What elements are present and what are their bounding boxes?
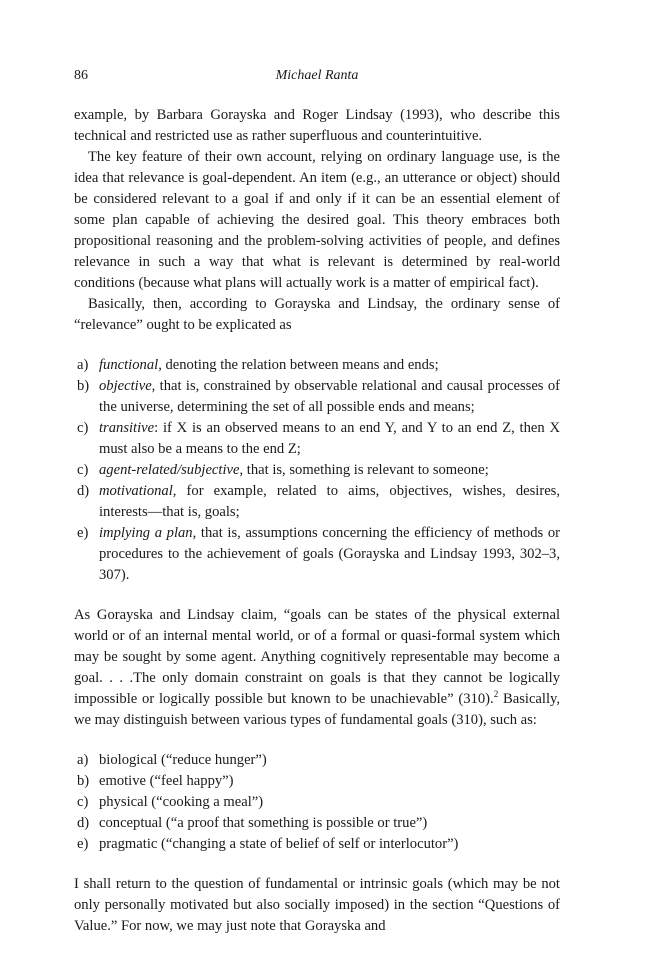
list-text: , for example, related to aims, objectives, wishes, desires, interests—that is, goals; xyxy=(99,483,560,520)
page-body xyxy=(74,105,560,937)
list-item xyxy=(74,481,560,523)
list-marker: b) xyxy=(77,773,90,789)
list-text: , that is, assumptions concerning the efficiency of methods or procedures to the achievement of goals (Gorayska and Lindsay 1993, 302–3, 307). xyxy=(99,525,560,583)
list-item xyxy=(74,750,560,771)
footnote-marker: 2 xyxy=(493,689,499,700)
list-text: , that is, constrained by observable relational and causal processes of the universe, determining the set of all possible ends and means; xyxy=(99,378,560,415)
list-marker: a) xyxy=(77,752,89,768)
list-term: motivational xyxy=(99,483,173,499)
list-text: : if X is an observed means to an end Y, and Y to an end Z, then X must also be a means to the end Z; xyxy=(99,420,560,457)
list-marker: e) xyxy=(77,525,89,541)
list-marker: b) xyxy=(77,378,90,394)
list-text: biological (“reduce hunger”) xyxy=(99,752,267,768)
list-item xyxy=(74,523,560,586)
list-term: agent-related/subjective xyxy=(99,462,240,478)
list-term: objective xyxy=(99,378,152,394)
list-text: conceptual (“a proof that something is possible or true”) xyxy=(99,815,428,831)
list-text: , that is, something is relevant to someone; xyxy=(239,462,489,478)
list-term: transitive xyxy=(99,420,155,436)
list-item xyxy=(74,792,560,813)
list-item xyxy=(74,376,560,418)
relevance-properties-list xyxy=(74,355,560,586)
goal-types-list xyxy=(74,750,560,855)
list-marker: a) xyxy=(77,357,89,373)
list-item xyxy=(74,813,560,834)
list-item xyxy=(74,460,560,481)
list-marker: c) xyxy=(77,462,89,478)
paragraph-goals-quote xyxy=(74,605,560,731)
list-item xyxy=(74,355,560,376)
list-text: physical (“cooking a meal”) xyxy=(99,794,264,810)
page-header xyxy=(74,68,560,88)
list-marker: c) xyxy=(77,794,89,810)
list-term: implying a plan xyxy=(99,525,193,541)
list-item xyxy=(74,834,560,855)
list-item xyxy=(74,771,560,792)
list-item xyxy=(74,418,560,460)
list-text: , denoting the relation between means and ends; xyxy=(158,357,439,373)
paragraph-goals-text: As Gorayska and Lindsay claim, “goals can be states of the physical external world or of an internal mental world, or of a formal or quasi-formal system which may be sought by some agent. Anything cognitively representable may become a goal. . . .The only domain constraint on goals is that they cannot be logically impossible or logically possible but known to be unachievable” (310). xyxy=(74,607,560,707)
paragraph-return: I shall return to the question of fundamental or intrinsic goals (which may be not only personally motivated but also socially imposed) in the section “Questions of Value.” For now, we may just note that Gorayska and xyxy=(74,876,560,934)
running-head: Michael Ranta xyxy=(275,68,359,83)
book-page xyxy=(74,68,560,937)
list-marker: d) xyxy=(77,815,90,831)
list-marker: d) xyxy=(77,483,90,499)
paragraph-continuation: example, by Barbara Gorayska and Roger Lindsay (1993), who describe this technical and restricted use as rather superfluous and counterintuitive. xyxy=(74,107,560,144)
list-text: pragmatic (“changing a state of belief of self or interlocutor”) xyxy=(99,836,459,852)
paragraph-ordinary-sense: Basically, then, according to Gorayska and Lindsay, the ordinary sense of “relevance” ought to be explicated as xyxy=(74,296,560,333)
paragraph-key-feature: The key feature of their own account, relying on ordinary language use, is the idea that relevance is goal-dependent. An item (e.g., an utterance or object) should be considered relevant to a goal if and only if it can be an essential element of some plan capable of achieving the desired goal. This theory embraces both propositional reasoning and the problem-solving activities of people, and defines relevance in such a way that what is relevant is determined by real-world conditions (because what plans will actually work is a matter of empirical fact). xyxy=(74,149,560,291)
list-term: functional xyxy=(99,357,159,373)
list-marker: c) xyxy=(77,420,89,436)
paragraph-goals-text-cont: Basically, we may distinguish between various types of fundamental goals (310), such as: xyxy=(74,691,561,728)
list-text: emotive (“feel happy”) xyxy=(99,773,234,789)
page-number: 86 xyxy=(74,68,88,83)
list-marker: e) xyxy=(77,836,89,852)
